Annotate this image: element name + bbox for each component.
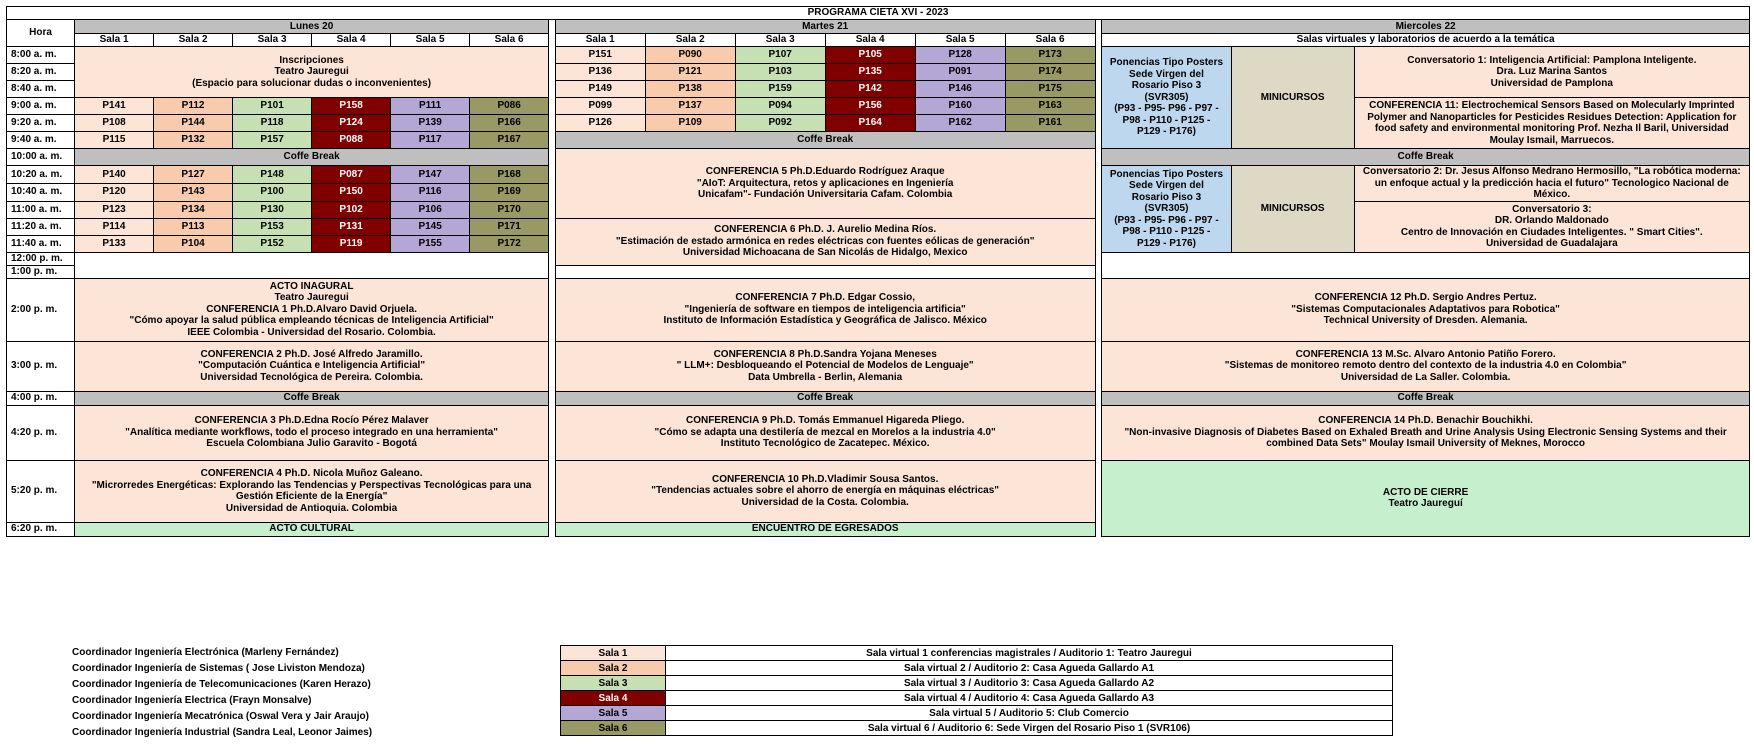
day-spacer	[549, 460, 556, 522]
sala-header: Sala 5	[391, 34, 470, 47]
paper-cell: P132	[154, 132, 233, 149]
day-spacer	[549, 34, 556, 47]
sala-header: Sala 2	[645, 34, 735, 47]
time-slot: 10:00 a. m.	[7, 149, 75, 166]
paper-cell: P138	[645, 81, 735, 98]
paper-cell: P170	[470, 201, 549, 218]
day-spacer	[549, 47, 556, 64]
coordinator-line: Coordinador Ingeniería de Telecomunicaciones (Karen Herazo)	[72, 679, 371, 690]
paper-cell: P140	[75, 166, 154, 184]
paper-cell: P117	[391, 132, 470, 149]
schedule-row	[7, 34, 1750, 47]
paper-cell: P131	[312, 218, 391, 235]
martes-conferencia-9	[555, 405, 1095, 460]
cell-line: CONFERENCIA 1 Ph.D.Alvaro David Orjuela.	[206, 303, 417, 315]
cell-line: "AIoT: Arquitectura, retos y aplicaciones en Ingeniería	[696, 177, 954, 189]
day-spacer	[549, 183, 556, 201]
day-spacer	[549, 405, 556, 460]
cell-line: CONFERENCIA 3 Ph.D.Edna Rocío Pérez Malaver	[194, 415, 429, 427]
miercoles-conversatorio-1	[1354, 47, 1749, 98]
day-spacer	[1095, 278, 1102, 341]
sala-header: Sala 5	[915, 34, 1005, 47]
cell-line: Data Umbrella - Berlin, Alemania	[748, 371, 903, 383]
miercoles-conversatorio-3	[1354, 201, 1749, 252]
day-spacer	[1095, 34, 1102, 47]
paper-cell: P172	[470, 235, 549, 252]
lunes-conferencia-4	[75, 460, 549, 522]
sala-legend	[560, 645, 1393, 736]
cell-line: Instituto de Información Estadística y Geográfica de Jalisco. México	[663, 315, 987, 327]
paper-cell: P102	[312, 201, 391, 218]
paper-cell: P100	[233, 183, 312, 201]
paper-cell: P157	[233, 132, 312, 149]
time-slot: 9:40 a. m.	[7, 132, 75, 149]
paper-cell: P171	[470, 218, 549, 235]
paper-cell: P130	[233, 201, 312, 218]
martes-conferencia-5	[555, 149, 1095, 219]
day-spacer	[1095, 522, 1102, 536]
coordinators-list	[72, 645, 372, 741]
day-spacer	[549, 132, 556, 149]
miercoles-subheader: Salas virtuales y laboratorios de acuerdo a la temática	[1102, 34, 1750, 47]
paper-cell: P168	[470, 166, 549, 184]
cell-line: Unicafam"- Fundación Universitaria Cafam. Colombia	[698, 189, 953, 200]
paper-cell: P104	[154, 235, 233, 252]
day-spacer	[1095, 183, 1102, 201]
paper-cell: P092	[735, 115, 825, 132]
sala-header: Sala 1	[75, 34, 154, 47]
legend-sala-description: Sala virtual 4 / Auditorio 4: Casa Agueda Gallardo A3	[666, 691, 1393, 706]
paper-cell: P152	[233, 235, 312, 252]
schedule-row	[7, 47, 1750, 64]
cell-line: CONFERENCIA 5 Ph.D.Eduardo Rodríguez Araque	[705, 166, 945, 177]
cell-line: Universidad de Guadalajara	[1485, 238, 1618, 249]
paper-cell: P160	[915, 98, 1005, 115]
legend-sala-description: Sala virtual 5 / Auditorio 5: Club Comercio	[666, 706, 1393, 721]
day-spacer	[549, 235, 556, 252]
paper-cell: P164	[825, 115, 915, 132]
martes-conferencia-8	[555, 341, 1095, 391]
cell-line: P98 - P110 - P125 -	[1122, 114, 1211, 126]
schedule-row	[7, 391, 1750, 405]
cell-line: "Non-invasive Diagnosis of Diabetes Based on Exhaled Breath and Urine Analysis Using Electronic Sensing Systems and their combined Data Sets" Moulay Ismail University of Meknes, Morocco	[1124, 426, 1727, 450]
legend-row	[561, 706, 1393, 721]
cell-line: CONFERENCIA 8 Ph.D.Sandra Yojana Meneses	[713, 348, 937, 360]
paper-cell: P149	[555, 81, 645, 98]
lunes-acto-cultural: ACTO CULTURAL	[75, 522, 549, 536]
day-spacer	[1095, 20, 1102, 34]
paper-cell: P113	[154, 218, 233, 235]
miercoles-conversatorio-2: Conversatorio 2: Dr. Jesus Alfonso Medrano Hermosillo, "La robótica moderna: un enfoque actual y la predicción hacia el futuro" Tecnologico Nacional de México.	[1354, 166, 1749, 202]
legend-sala-swatch: Sala 2	[561, 661, 666, 676]
cell-line: CONFERENCIA 2 Ph.D. José Alfredo Jaramillo.	[200, 348, 423, 360]
cell-line: Ponencias Tipo Posters	[1109, 57, 1224, 69]
cell-line: " LLM+: Desbloqueando el Potencial de Modelos de Lenguaje"	[676, 360, 974, 372]
cell-line: CONFERENCIA 14 Ph.D. Benachir Bouchikhi.	[1318, 415, 1533, 427]
sala-header: Sala 4	[312, 34, 391, 47]
paper-cell: P139	[391, 115, 470, 132]
cell-line: "Computación Cuántica e Inteligencia Artificial"	[198, 360, 426, 372]
day-spacer	[1095, 391, 1102, 405]
sala-header: Sala 3	[233, 34, 312, 47]
cell-line: Sede Virgen del	[1129, 68, 1204, 80]
paper-cell: P173	[1005, 47, 1095, 64]
sala-header: Sala 6	[470, 34, 549, 47]
cell-line: "Cómo apoyar la salud pública empleando técnicas de Inteligencia Artificial"	[129, 315, 494, 327]
cell-line: (P93 - P95- P96 - P97 -	[1114, 103, 1219, 115]
time-slot: 10:20 a. m.	[7, 166, 75, 184]
day-spacer	[1095, 81, 1102, 98]
schedule-row	[7, 405, 1750, 460]
paper-cell: P127	[154, 166, 233, 184]
time-slot: 11:40 a. m.	[7, 235, 75, 252]
day-spacer	[1095, 166, 1102, 184]
cell-line: Rosario Piso 3	[1131, 191, 1202, 203]
paper-cell: P163	[1005, 98, 1095, 115]
paper-cell: P103	[735, 64, 825, 81]
paper-cell: P155	[391, 235, 470, 252]
cell-line: Universidad Tecnológica de Pereira. Colombia.	[200, 371, 423, 383]
day-spacer	[1095, 132, 1102, 149]
legend-row	[561, 676, 1393, 691]
day-header-martes: Martes 21	[555, 20, 1095, 34]
lunch-martes	[555, 265, 1095, 278]
legend-sala-description: Sala virtual 1 conferencias magistrales / Auditorio 1: Teatro Jauregui	[666, 646, 1393, 661]
paper-cell: P121	[645, 64, 735, 81]
day-spacer	[1095, 341, 1102, 391]
sala-header: Sala 6	[1005, 34, 1095, 47]
miercoles-posters-1	[1102, 47, 1232, 149]
cell-line: Inscripciones	[279, 54, 344, 66]
miercoles-conferencia-12	[1102, 278, 1750, 341]
legend-row	[561, 721, 1393, 736]
hora-header: Hora	[7, 20, 75, 47]
cell-line: Universidad de Antioquia. Colombia	[225, 502, 398, 514]
cell-line: (Espacio para solucionar dudas o inconvenientes)	[192, 77, 432, 89]
paper-cell: P106	[391, 201, 470, 218]
schedule-row	[7, 278, 1750, 341]
schedule-row	[7, 98, 1750, 115]
time-slot: 8:20 a. m.	[7, 64, 75, 81]
lunes-conferencia-3	[75, 405, 549, 460]
paper-cell: P108	[75, 115, 154, 132]
time-slot: 11:20 a. m.	[7, 218, 75, 235]
cell-line: Ponencias Tipo Posters	[1109, 168, 1224, 180]
time-slot: 12:00 p. m.	[7, 252, 75, 265]
paper-cell: P169	[470, 183, 549, 201]
schedule-row	[7, 460, 1750, 522]
schedule-title: PROGRAMA CIETA XVI - 2023	[7, 7, 1750, 20]
paper-cell: P159	[735, 81, 825, 98]
legend-sala-swatch: Sala 1	[561, 646, 666, 661]
lunch-lunes	[75, 252, 549, 278]
cell-line: (SVR305)	[1144, 91, 1189, 103]
cell-line: Escuela Colombiana Julio Garavito - Bogotá	[206, 438, 417, 450]
lunes-coffe-break-2: Coffe Break	[75, 391, 549, 405]
cell-line: Sede Virgen del	[1129, 180, 1204, 191]
paper-cell: P091	[915, 64, 1005, 81]
cell-line: P129 - P176)	[1136, 237, 1196, 249]
paper-cell: P116	[391, 183, 470, 201]
day-spacer	[549, 64, 556, 81]
paper-cell: P088	[312, 132, 391, 149]
paper-cell: P158	[312, 98, 391, 115]
day-spacer	[549, 522, 556, 536]
paper-cell: P124	[312, 115, 391, 132]
legend-sala-swatch: Sala 5	[561, 706, 666, 721]
time-slot: 8:40 a. m.	[7, 81, 75, 98]
time-slot: 3:00 p. m.	[7, 341, 75, 391]
day-spacer	[549, 20, 556, 34]
day-spacer	[1095, 218, 1102, 235]
schedule-row	[7, 20, 1750, 34]
cell-line: CONFERENCIA 10 Ph.D.Vladimir Sousa Santos.	[712, 473, 939, 485]
martes-coffe-break-1: Coffe Break	[555, 132, 1095, 149]
cell-line: Universidad de La Saller. Colombia.	[1340, 371, 1511, 383]
miercoles-conferencia-13	[1102, 341, 1750, 391]
lunes-conferencia-1	[75, 278, 549, 341]
miercoles-coffe-break-1: Coffe Break	[1102, 149, 1750, 166]
sala-header: Sala 2	[154, 34, 233, 47]
legend-sala-description: Sala virtual 6 / Auditorio 6: Sede Virgen del Rosario Piso 1 (SVR106)	[666, 721, 1393, 736]
cell-line: Rosario Piso 3	[1131, 80, 1202, 92]
paper-cell: P087	[312, 166, 391, 184]
legend-sala-swatch: Sala 6	[561, 721, 666, 736]
paper-cell: P167	[470, 132, 549, 149]
cell-line: CONFERENCIA 12 Ph.D. Sergio Andres Pertuz.	[1314, 292, 1537, 304]
paper-cell: P120	[75, 183, 154, 201]
paper-cell: P109	[645, 115, 735, 132]
cell-line: Teatro Jauregui	[274, 66, 349, 78]
day-spacer	[1095, 265, 1102, 278]
lunes-coffe-break-1: Coffe Break	[75, 149, 549, 166]
paper-cell: P090	[645, 47, 735, 64]
paper-cell: P166	[470, 115, 549, 132]
paper-cell: P142	[825, 81, 915, 98]
time-slot: 6:20 p. m.	[7, 522, 75, 536]
day-spacer	[1095, 98, 1102, 115]
cell-line: "Sistemas Computacionales Adaptativos para Robotica"	[1291, 303, 1560, 315]
day-spacer	[1095, 201, 1102, 218]
cell-line: Universidad de Pamplona	[1490, 77, 1613, 89]
coordinator-line: Coordinador Ingeniería Industrial (Sandra Leal, Leonor Jaimes)	[72, 727, 373, 738]
paper-cell: P137	[645, 98, 735, 115]
miercoles-minicursos-2: MINICURSOS	[1231, 166, 1354, 253]
paper-cell: P115	[75, 132, 154, 149]
paper-cell: P123	[75, 201, 154, 218]
cell-line: Teatro Jaureguí	[1388, 498, 1463, 509]
paper-cell: P101	[233, 98, 312, 115]
cell-line: (SVR305)	[1144, 203, 1189, 214]
cell-line: "Ingeniería de software en tiempos de inteligencia artificia"	[684, 303, 966, 315]
martes-coffe-break-2: Coffe Break	[555, 391, 1095, 405]
day-spacer	[549, 166, 556, 184]
paper-cell: P126	[555, 115, 645, 132]
legend-row	[561, 661, 1393, 676]
schedule-table	[6, 6, 1750, 537]
day-spacer	[1095, 460, 1102, 522]
cell-line: Technical University of Dresden. Alemania.	[1323, 315, 1528, 327]
day-spacer	[549, 252, 556, 265]
day-spacer	[1095, 64, 1102, 81]
legend-row	[561, 646, 1393, 661]
paper-cell: P143	[154, 183, 233, 201]
day-spacer	[1095, 235, 1102, 252]
miercoles-posters-2	[1102, 166, 1232, 253]
martes-conferencia-10	[555, 460, 1095, 522]
schedule-row	[7, 341, 1750, 391]
lunch-miercoles	[1102, 252, 1750, 278]
day-spacer	[1095, 405, 1102, 460]
miercoles-acto-cierre	[1102, 460, 1750, 536]
paper-cell: P133	[75, 235, 154, 252]
paper-cell: P086	[470, 98, 549, 115]
paper-cell: P099	[555, 98, 645, 115]
coordinator-line: Coordinador Ingeniería Mecatrónica (Oswal Vera y Jair Araujo)	[72, 711, 369, 722]
day-spacer	[549, 391, 556, 405]
cell-line: "Analítica mediante workflows, todo el proceso integrado en una herramienta"	[125, 426, 499, 438]
miercoles-coffe-break-2: Coffe Break	[1102, 391, 1750, 405]
paper-cell: P174	[1005, 64, 1095, 81]
paper-cell: P145	[391, 218, 470, 235]
cell-line: CONFERENCIA 7 Ph.D. Edgar Cossio,	[735, 292, 915, 304]
coordinator-line: Coordinador Ingeniería Electrica (Frayn Monsalve)	[72, 695, 312, 706]
cell-line: ACTO INAGURAL	[269, 280, 354, 292]
day-spacer	[549, 115, 556, 132]
cell-line: Teatro Jauregui	[274, 292, 349, 304]
cell-line: Centro de Innovación en Ciudades Inteligentes. " Smart Cities".	[1400, 226, 1703, 238]
paper-cell: P112	[154, 98, 233, 115]
paper-cell: P119	[312, 235, 391, 252]
martes-conferencia-7	[555, 278, 1095, 341]
paper-cell: P151	[555, 47, 645, 64]
day-spacer	[1095, 47, 1102, 64]
miercoles-conferencia-14	[1102, 405, 1750, 460]
martes-conferencia-6	[555, 218, 1095, 265]
time-slot: 9:20 a. m.	[7, 115, 75, 132]
cell-line: (P93 - P95- P96 - P97 -	[1114, 214, 1219, 226]
day-spacer	[1095, 115, 1102, 132]
time-slot: 10:40 a. m.	[7, 183, 75, 201]
legend-sala-swatch: Sala 4	[561, 691, 666, 706]
cell-line: Instituto Tecnológico de Zacatepec. México.	[720, 438, 930, 450]
sala-header: Sala 4	[825, 34, 915, 47]
legend-sala-swatch: Sala 3	[561, 676, 666, 691]
schedule-row	[7, 7, 1750, 20]
cell-line: Dra. Luz Marina Santos	[1496, 66, 1608, 78]
day-spacer	[1095, 252, 1102, 265]
legend-sala-description: Sala virtual 2 / Auditorio 2: Casa Agueda Gallardo A1	[666, 661, 1393, 676]
day-spacer	[549, 98, 556, 115]
coordinator-line: Coordinador Ingeniería Electrónica (Marleny Fernández)	[72, 647, 339, 658]
day-spacer	[549, 341, 556, 391]
paper-cell: P162	[915, 115, 1005, 132]
day-spacer	[549, 278, 556, 341]
cell-line: "Estimación de estado armónica en redes eléctricas con fuentes eólicas de generación"	[615, 235, 1035, 247]
time-slot: 2:00 p. m.	[7, 278, 75, 341]
paper-cell: P150	[312, 183, 391, 201]
cell-line: CONFERENCIA 4 Ph.D. Nicola Muñoz Galeano.	[200, 468, 423, 479]
legend-sala-description: Sala virtual 3 / Auditorio 3: Casa Agueda Gallardo A2	[666, 676, 1393, 691]
cell-line: CONFERENCIA 13 M.Sc. Alvaro Antonio Patiño Forero.	[1295, 348, 1556, 360]
cell-line: DR. Orlando Maldonado	[1494, 215, 1609, 226]
time-slot: 5:20 p. m.	[7, 460, 75, 522]
cell-line: "Cómo se adapta una destilería de mezcal en Morelos a la industria 4.0"	[654, 426, 996, 438]
paper-cell: P105	[825, 47, 915, 64]
cell-line: P129 - P176)	[1136, 126, 1196, 138]
legend-row	[561, 691, 1393, 706]
paper-cell: P146	[915, 81, 1005, 98]
paper-cell: P094	[735, 98, 825, 115]
paper-cell: P141	[75, 98, 154, 115]
paper-cell: P161	[1005, 115, 1095, 132]
day-spacer	[549, 149, 556, 166]
lunes-inscripciones	[75, 47, 549, 98]
coordinator-line: Coordinador Ingeniería de Sistemas ( Jose Liviston Mendoza)	[72, 663, 365, 674]
lunes-conferencia-2	[75, 341, 549, 391]
time-slot: 11:00 a. m.	[7, 201, 75, 218]
time-slot: 4:00 p. m.	[7, 391, 75, 405]
time-slot: 8:00 a. m.	[7, 47, 75, 64]
sala-header: Sala 1	[555, 34, 645, 47]
paper-cell: P144	[154, 115, 233, 132]
cell-line: "Tendencias actuales sobre el ahorro de energía en máquinas eléctricas"	[651, 485, 1000, 497]
time-slot: 9:00 a. m.	[7, 98, 75, 115]
day-header-lunes: Lunes 20	[75, 20, 549, 34]
miercoles-conferencia-11: CONFERENCIA 11: Electrochemical Sensors Based on Molecularly Imprinted Polymer and Nanoparticles for Pesticides Residues Detection: Application for food safety and environmental monitoring Prof. Nezha Il Baril, Universidad Moulay Ismail, Marruecos.	[1354, 98, 1749, 149]
paper-cell: P134	[154, 201, 233, 218]
paper-cell: P148	[233, 166, 312, 184]
paper-cell: P118	[233, 115, 312, 132]
time-slot: 1:00 p. m.	[7, 265, 75, 278]
martes-encuentro-egresados: ENCUENTRO DE EGRESADOS	[555, 522, 1095, 536]
day-spacer	[549, 201, 556, 218]
cell-line: "Microrredes Energéticas: Explorando las Tendencias y Perspectivas Tecnológicas para una Gestión Eficiente de la Energía"	[91, 479, 532, 502]
paper-cell: P153	[233, 218, 312, 235]
paper-cell: P107	[735, 47, 825, 64]
day-header-miercoles: Miercoles 22	[1102, 20, 1750, 34]
cell-line: ACTO DE CIERRE	[1382, 486, 1469, 498]
day-spacer	[549, 265, 556, 278]
paper-cell: P156	[825, 98, 915, 115]
cell-line: "Sistemas de monitoreo remoto dentro del contexto de la industria 4.0 en Colombia"	[1224, 360, 1627, 372]
paper-cell: P136	[555, 64, 645, 81]
cell-line: Conversatorio 3:	[1512, 203, 1592, 215]
sala-header: Sala 3	[735, 34, 825, 47]
paper-cell: P135	[825, 64, 915, 81]
paper-cell: P147	[391, 166, 470, 184]
cell-line: Universidad Michoacana de San Nicolás de Hidalgo, Mexico	[682, 247, 968, 259]
cell-line: Universidad de la Costa. Colombia.	[741, 496, 909, 508]
cell-line: CONFERENCIA 6 Ph.D. J. Aurelio Medina Ríos.	[714, 224, 937, 236]
day-spacer	[549, 81, 556, 98]
day-spacer	[1095, 149, 1102, 166]
cell-line: CONFERENCIA 9 Ph.D. Tomás Emmanuel Higareda Pliego.	[685, 415, 965, 427]
cell-line: P98 - P110 - P125 -	[1122, 226, 1211, 237]
day-spacer	[549, 218, 556, 235]
cell-line: IEEE Colombia - Universidad del Rosario. Colombia.	[187, 326, 436, 338]
miercoles-minicursos-1: MINICURSOS	[1231, 47, 1354, 149]
paper-cell: P175	[1005, 81, 1095, 98]
paper-cell: P111	[391, 98, 470, 115]
paper-cell: P128	[915, 47, 1005, 64]
schedule-row	[7, 149, 1750, 166]
paper-cell: P114	[75, 218, 154, 235]
time-slot: 4:20 p. m.	[7, 405, 75, 460]
cell-line: Conversatorio 1: Inteligencia Artificial: Pamplona Inteligente.	[1407, 54, 1697, 66]
